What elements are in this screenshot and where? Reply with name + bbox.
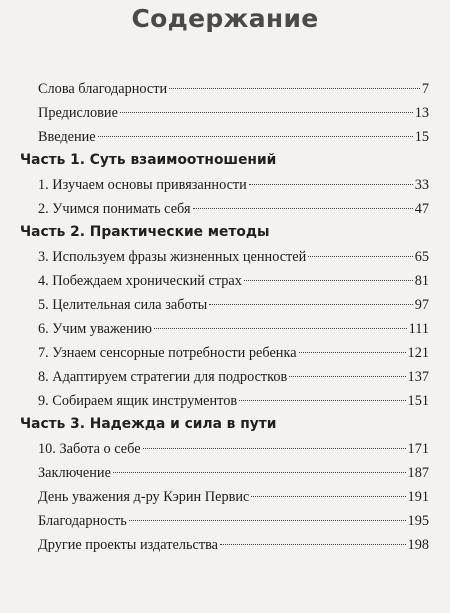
- toc-entry-page: 65: [414, 249, 429, 265]
- toc-part-heading[interactable]: Часть 2. Практические методы: [20, 224, 270, 240]
- toc-entry[interactable]: [38, 486, 429, 508]
- toc-entry-label: Другие проекты издательства: [38, 537, 218, 553]
- toc-entry-label: 9. Собираем ящик инструментов: [38, 393, 238, 409]
- dot-leader: [113, 472, 406, 473]
- dot-leader: [251, 496, 405, 497]
- toc-entry-page: 121: [407, 345, 429, 361]
- toc-entry[interactable]: [38, 102, 429, 124]
- toc-entry-page: 81: [414, 273, 429, 289]
- toc-entry[interactable]: [38, 78, 429, 100]
- dot-leader: [239, 400, 405, 401]
- toc-entry-label: 2. Учимся понимать себя: [38, 201, 191, 217]
- toc-entry-label: День уважения д-ру Кэрин Первис: [38, 489, 250, 505]
- dot-leader: [209, 304, 412, 305]
- dot-leader: [120, 112, 413, 113]
- toc-entry-page: 151: [407, 393, 429, 409]
- toc-entry-page: 7: [421, 81, 429, 97]
- toc-entry-label: 5. Целительная сила заботы: [38, 297, 208, 313]
- toc-entry[interactable]: [38, 126, 429, 148]
- page-title: Содержание: [131, 4, 319, 33]
- toc-entry-label: 10. Забота о себе: [38, 441, 141, 457]
- toc-entry[interactable]: [38, 438, 429, 460]
- toc-entry[interactable]: [38, 174, 429, 196]
- toc-entry[interactable]: [38, 246, 429, 268]
- toc-part-heading[interactable]: Часть 3. Надежда и сила в пути: [20, 416, 277, 432]
- toc-entry-label: Введение: [38, 129, 96, 145]
- toc-entry-page: 191: [407, 489, 429, 505]
- toc-entry-page: 187: [407, 465, 429, 481]
- dot-leader: [289, 376, 405, 377]
- dot-leader: [299, 352, 406, 353]
- toc-entry[interactable]: [38, 198, 429, 220]
- dot-leader: [129, 520, 406, 521]
- toc-entry[interactable]: [38, 510, 429, 532]
- toc-entry-label: 4. Побеждаем хронический страх: [38, 273, 242, 289]
- toc-entry-label: 7. Узнаем сенсорные потребности ребенка: [38, 345, 297, 361]
- toc-entry-label: Слова благодарности: [38, 81, 168, 97]
- toc-entry-page: 15: [414, 129, 429, 145]
- toc-part-heading[interactable]: Часть 1. Суть взаимоотношений: [20, 152, 277, 168]
- toc-entry-label: Заключение: [38, 465, 111, 481]
- toc-entry[interactable]: [38, 390, 429, 412]
- toc-entry-page: 13: [414, 105, 429, 121]
- toc-entry[interactable]: [38, 270, 429, 292]
- toc-entry-page: 171: [407, 441, 429, 457]
- toc-entry-label: 8. Адаптируем стратегии для подростков: [38, 369, 288, 385]
- toc-entry[interactable]: [38, 294, 429, 316]
- toc-entry-label: Благодарность: [38, 513, 127, 529]
- toc-entry-page: 195: [407, 513, 429, 529]
- toc-entry[interactable]: [38, 462, 429, 484]
- dot-leader: [143, 448, 406, 449]
- dot-leader: [244, 280, 413, 281]
- toc-entry[interactable]: [38, 366, 429, 388]
- toc-entry-label: 1. Изучаем основы привязанности: [38, 177, 247, 193]
- toc-entry[interactable]: [38, 342, 429, 364]
- dot-leader: [249, 184, 413, 185]
- toc-entry-page: 198: [407, 537, 429, 553]
- toc-entry-label: 6. Учим уважению: [38, 321, 152, 337]
- toc-entry-label: 3. Используем фразы жизненных ценностей: [38, 249, 307, 265]
- dot-leader: [220, 544, 406, 545]
- toc-entry-page: 97: [414, 297, 429, 313]
- toc-entry[interactable]: [38, 534, 429, 556]
- dot-leader: [308, 256, 412, 257]
- toc-entry-page: 47: [414, 201, 429, 217]
- dot-leader: [154, 328, 407, 329]
- toc-entry-page: 137: [407, 369, 429, 385]
- toc-entry-page: 33: [414, 177, 429, 193]
- toc-entry-page: 111: [408, 321, 429, 337]
- dot-leader: [169, 88, 420, 89]
- dot-leader: [98, 136, 413, 137]
- dot-leader: [193, 208, 413, 209]
- toc-entry-label: Предисловие: [38, 105, 118, 121]
- toc-entry[interactable]: [38, 318, 429, 340]
